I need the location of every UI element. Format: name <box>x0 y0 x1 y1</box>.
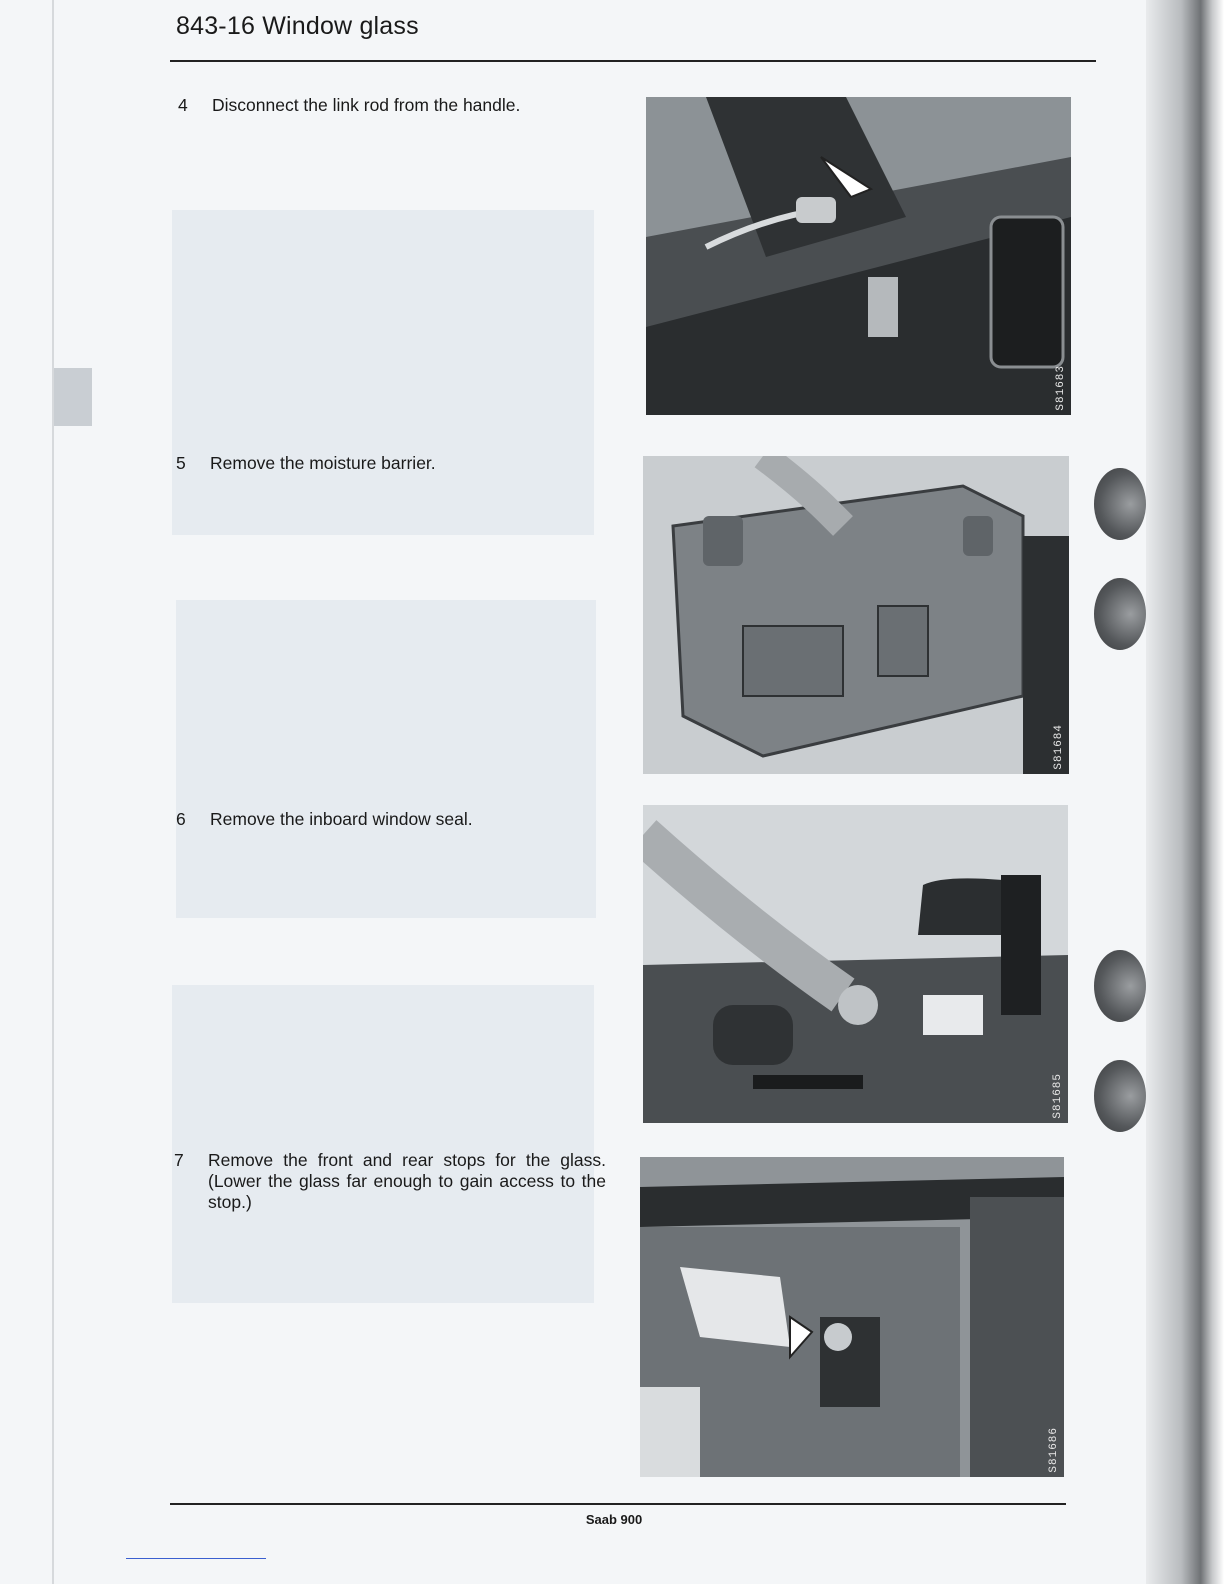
edge-tab <box>54 368 92 426</box>
ghost-print <box>172 210 594 535</box>
binder-hole <box>1094 468 1146 540</box>
photo-code: S81685 <box>1052 1073 1064 1119</box>
binder-hole <box>1094 578 1146 650</box>
photo-illustration <box>640 1157 1064 1477</box>
footer-model: Saab 900 <box>585 1512 643 1527</box>
photo-window-seal <box>643 805 1068 1123</box>
photo-code: S81686 <box>1048 1427 1060 1473</box>
ghost-print <box>172 985 594 1303</box>
footer-rule <box>170 1503 1066 1505</box>
step-text: Remove the moisture barrier. <box>210 453 436 473</box>
binder-spine <box>1146 0 1224 1584</box>
step-5 <box>172 453 608 474</box>
step-text: Disconnect the link rod from the handle. <box>212 95 521 115</box>
page-title: 843-16 Window glass <box>176 12 419 40</box>
step-number: 7 <box>174 1150 184 1170</box>
page-edge <box>52 0 54 1584</box>
step-7 <box>170 1150 606 1213</box>
binder-hole <box>1094 950 1146 1022</box>
photo-code: S81683 <box>1055 365 1067 411</box>
header-rule <box>170 60 1096 62</box>
photo-illustration <box>643 456 1069 774</box>
step-number: 6 <box>176 809 186 829</box>
step-text: Remove the front and rear stops for the glass. (Lower the glass far enough to gain access to the stop.) <box>208 1150 606 1212</box>
binder-hole <box>1094 1060 1146 1132</box>
photo-illustration <box>643 805 1068 1123</box>
step-number: 5 <box>176 453 186 473</box>
step-text: Remove the inboard window seal. <box>210 809 473 829</box>
step-4 <box>174 95 610 116</box>
footer-underline <box>126 1558 266 1559</box>
ghost-print <box>176 600 596 918</box>
photo-code: S81684 <box>1053 724 1065 770</box>
photo-moisture-barrier <box>643 456 1069 774</box>
photo-link-rod <box>646 97 1071 415</box>
step-6 <box>172 809 608 830</box>
step-number: 4 <box>178 95 188 115</box>
photo-glass-stops <box>640 1157 1064 1477</box>
photo-illustration <box>646 97 1071 415</box>
